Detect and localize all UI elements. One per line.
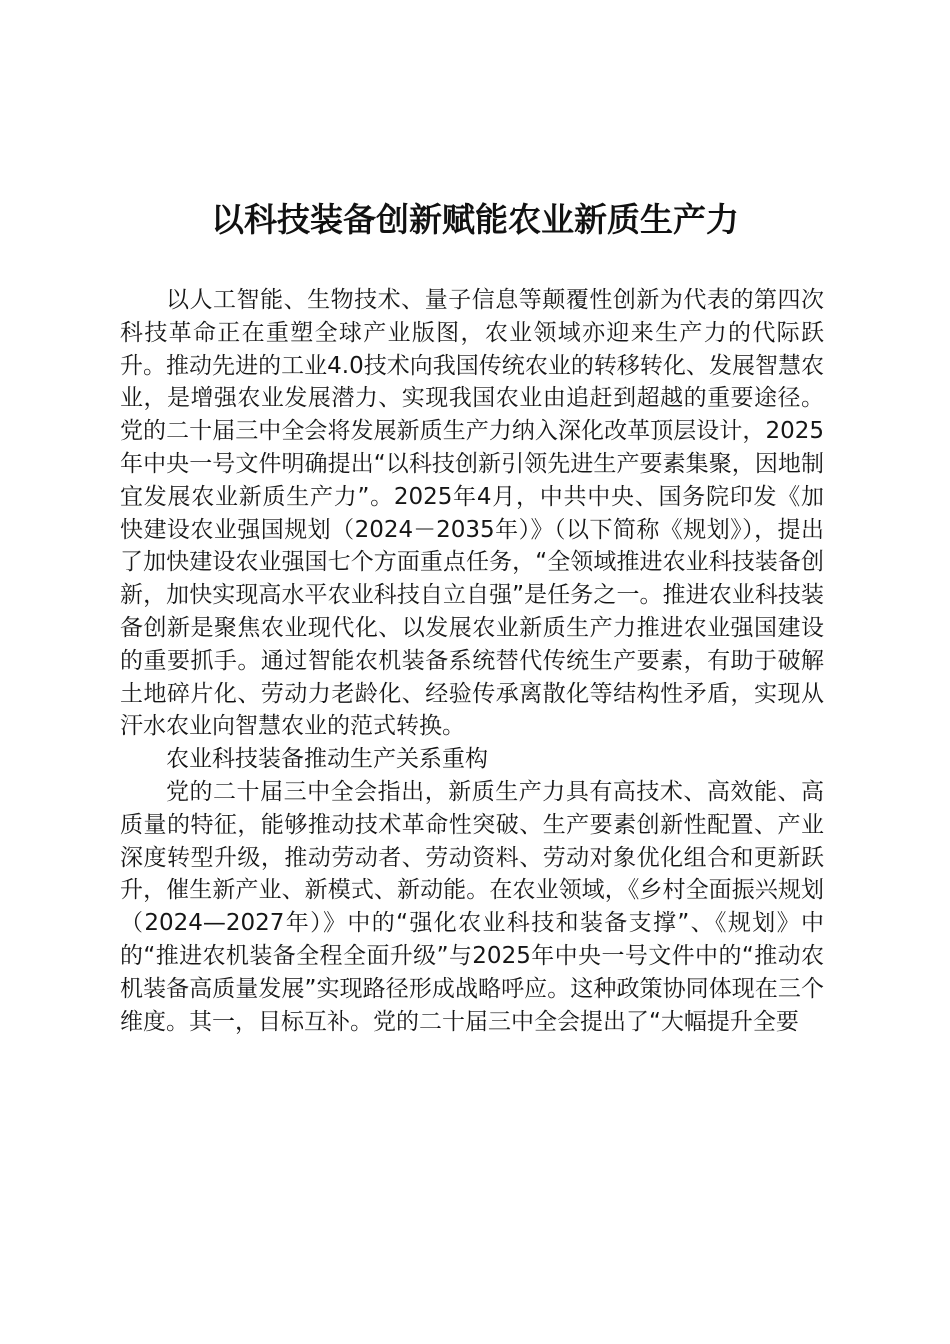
document-body (120, 284, 824, 1038)
paragraph-intro: 以人工智能、生物技术、量子信息等颠覆性创新为代表的第四次科技革命正在重塑全球产业版图，农业领域亦迎来生产力的代际跃升。推动先进的工业4.0技术向我国传统农业的转移转化、发展智慧农业，是增强农业发展潜力、实现我国农业由追赶到超越的重要途径。党的二十届三中全会将发展新质生产力纳入深化改革顶层设计，2025年中央一号文件明确提出“以科技创新引领先进生产要素集聚，因地制宜发展农业新质生产力”。2025年4月，中共中央、国务院印发《加快建设农业强国规划（2024－2035年）》（以下简称《规划》），提出了加快建设农业强国七个方面重点任务，“全领域推进农业科技装备创新，加快实现高水平农业科技自立自强”是任务之一。推进农业科技装备创新是聚焦农业现代化、以发展农业新质生产力推进农业强国建设的重要抓手。通过智能农机装备系统替代传统生产要素，有助于破解土地碎片化、劳动力老龄化、经验传承离散化等结构性矛盾，实现从汗水农业向智慧农业的范式转换。 (120, 287, 824, 740)
paragraph-section-1: 党的二十届三中全会指出，新质生产力具有高技术、高效能、高质量的特征，能够推动技术革命性突破、生产要素创新性配置、产业深度转型升级，推动劳动者、劳动资料、劳动对象优化组合和更新跃升，催生新产业、新模式、新动能。在农业领域，《乡村全面振兴规划（2024—2027年）》中的“强化农业科技和装备支撑”、《规划》中的“推进农机装备全程全面升级”与2025年中央一号文件中的“推动农机装备高质量发展”实现路径形成战略呼应。这种政策协同体现在三个维度。其一，目标互补。党的二十届三中全会提出了“大幅提升全要 (120, 778, 824, 1035)
section-heading: 农业科技装备推动生产关系重构 (166, 746, 488, 773)
document-title: 以科技装备创新赋能农业新质生产力 (211, 200, 739, 239)
